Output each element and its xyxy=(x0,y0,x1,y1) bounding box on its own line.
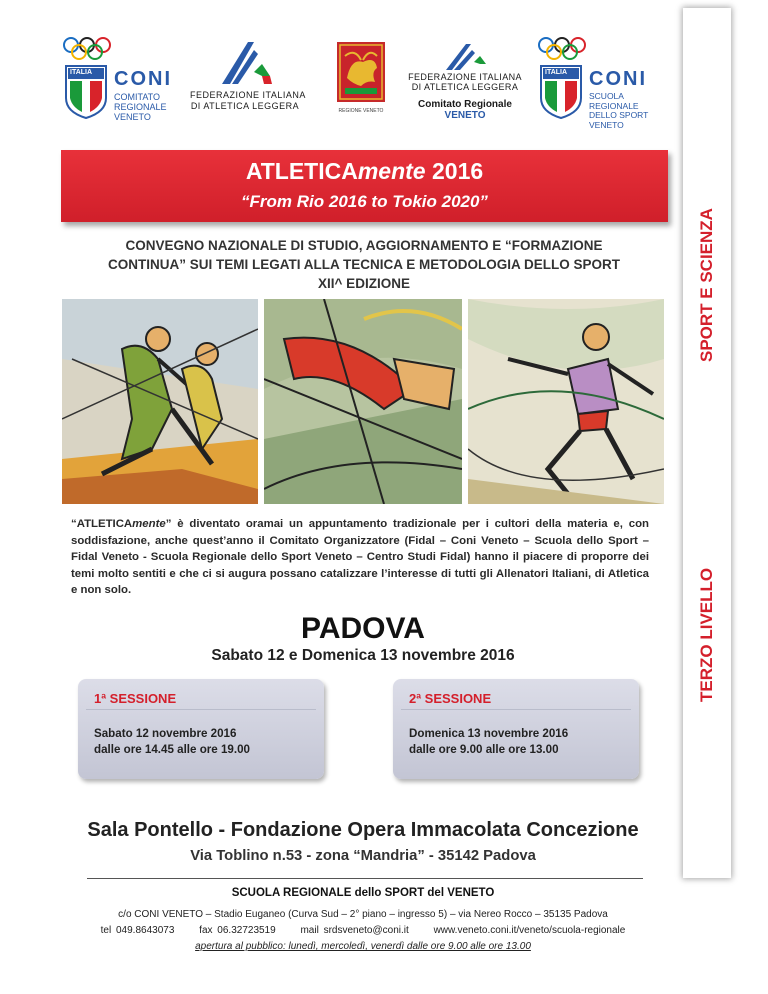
footer-address: c/o CONI VENETO – Stadio Euganeo (Curva Sud – 2° piano – ingresso 5) – via Nereo Rocco – 35135 Padova xyxy=(118,909,608,920)
lion-of-saint-mark-icon xyxy=(331,38,391,106)
event-subtitle: “From Rio 2016 to Tokio 2020” xyxy=(241,192,488,211)
fidal-veneto-emblem-icon xyxy=(444,42,488,72)
footer-mail[interactable]: mail srdsveneto@coni.it xyxy=(300,925,409,936)
comitato-regionale-bar xyxy=(403,99,527,121)
footer-contacts xyxy=(0,925,726,936)
fidal-veneto-name: FEDERAZIONE ITALIANA DI ATLETICA LEGGERA xyxy=(408,72,522,92)
olympic-rings-icon xyxy=(537,36,597,62)
jumper-artwork xyxy=(264,299,462,504)
sidebar-bottom-label: TERZO LIVELLO xyxy=(697,567,716,702)
description-open: “ATLETICA xyxy=(71,518,133,530)
session-time: dalle ore 14.45 alle ore 19.00 xyxy=(94,743,250,756)
convegno-line: CONVEGNO NAZIONALE DI STUDIO, AGGIORNAMENTO E “FORMAZIONE xyxy=(125,238,603,253)
bar-suffix: VENETO xyxy=(444,110,486,121)
session-date: Sabato 12 novembre 2016 xyxy=(94,727,237,740)
vertical-sidebar xyxy=(683,8,731,878)
title-italic: mente xyxy=(357,158,426,184)
event-title xyxy=(61,158,668,185)
session-details xyxy=(94,726,250,758)
title-banner xyxy=(61,150,668,222)
coni-subtitle: COMITATO REGIONALE VENETO xyxy=(114,92,167,122)
bar-prefix: Comitato Regionale xyxy=(418,99,512,110)
coni-subtitle: SCUOLA REGIONALE DELLO SPORT VENETO xyxy=(589,91,649,130)
session-divider xyxy=(401,709,631,710)
session-box-2 xyxy=(393,679,639,779)
description-italic: mente xyxy=(132,518,166,530)
footer-tel: tel 049.8643073 xyxy=(100,925,175,936)
fidal-emblem-icon xyxy=(218,40,274,86)
italia-label: ITALIA xyxy=(70,69,93,76)
session-time: dalle ore 9.00 alle ore 13.00 xyxy=(409,743,559,756)
fidal-veneto-logo xyxy=(400,42,530,122)
school-name: SCUOLA REGIONALE dello SPORT del VENETO xyxy=(231,887,495,899)
coni-wordmark: CONI xyxy=(114,68,172,90)
event-city: PADOVA xyxy=(301,612,425,645)
discus-thrower-artwork xyxy=(468,299,664,504)
title-prefix: ATLETICA xyxy=(245,158,358,184)
footer-fax: fax 06.32723519 xyxy=(199,925,276,936)
regione-veneto-logo xyxy=(331,38,391,118)
convegno-line: XII^ EDIZIONE xyxy=(318,276,410,291)
venue-address: Via Toblino n.53 - zona “Mandria” - 35142 Padova xyxy=(190,848,536,864)
convegno-heading xyxy=(60,236,668,293)
fidal-name: FEDERAZIONE ITALIANA DI ATLETICA LEGGERA xyxy=(190,90,306,111)
sidebar-top-label: SPORT E SCIENZA xyxy=(697,208,716,362)
session-title: 2ª SESSIONE xyxy=(409,691,492,706)
session-box-1 xyxy=(78,679,324,779)
session-date: Domenica 13 novembre 2016 xyxy=(409,727,569,740)
session-details xyxy=(409,726,568,758)
olympic-rings-icon xyxy=(62,36,122,62)
convegno-line: CONTINUA” SUI TEMI LEGATI ALLA TECNICA E METODOLOGIA DELLO SPORT xyxy=(108,257,620,272)
description-body: ” è diventato oramai un appuntamento tradizionale per i cultori della materia e, con soddisfazione, anche quest’anno il Comitato Organizzatore (Fidal – Coni Veneto – Scuola dello Sport – Fidal Veneto - Scuola Regionale dello Sport Veneto – Centro Studi Fidal) hanno il piacere di proporre dei temi molto sentiti e che ci si augura possano catalizzare l’interesse di tutti gli Allenatori Italiani, di Atletica e non solo. xyxy=(71,518,649,596)
italia-label: ITALIA xyxy=(545,69,568,76)
footer-website[interactable]: www.veneto.coni.it/veneto/scuola-regionale xyxy=(433,925,626,936)
session-title: 1ª SESSIONE xyxy=(94,691,177,706)
event-dates: Sabato 12 e Domenica 13 novembre 2016 xyxy=(211,647,515,664)
runners-artwork xyxy=(62,299,258,504)
event-description xyxy=(71,516,649,599)
footer-divider xyxy=(87,878,643,879)
session-divider xyxy=(86,709,316,710)
coni-wordmark: CONI xyxy=(589,68,647,90)
fidal-logo xyxy=(190,40,306,130)
title-suffix: 2016 xyxy=(425,158,484,184)
regione-caption: REGIONE VENETO xyxy=(338,108,384,114)
footer-hours: apertura al pubblico: lunedì, mercoledì, venerdì dalle ore 9.00 alle ore 13.00 xyxy=(195,941,531,952)
coni-veneto-logo xyxy=(62,36,192,126)
venue-name: Sala Pontello - Fondazione Opera Immacolata Concezione xyxy=(87,819,639,841)
coni-scuola-logo xyxy=(537,36,667,130)
